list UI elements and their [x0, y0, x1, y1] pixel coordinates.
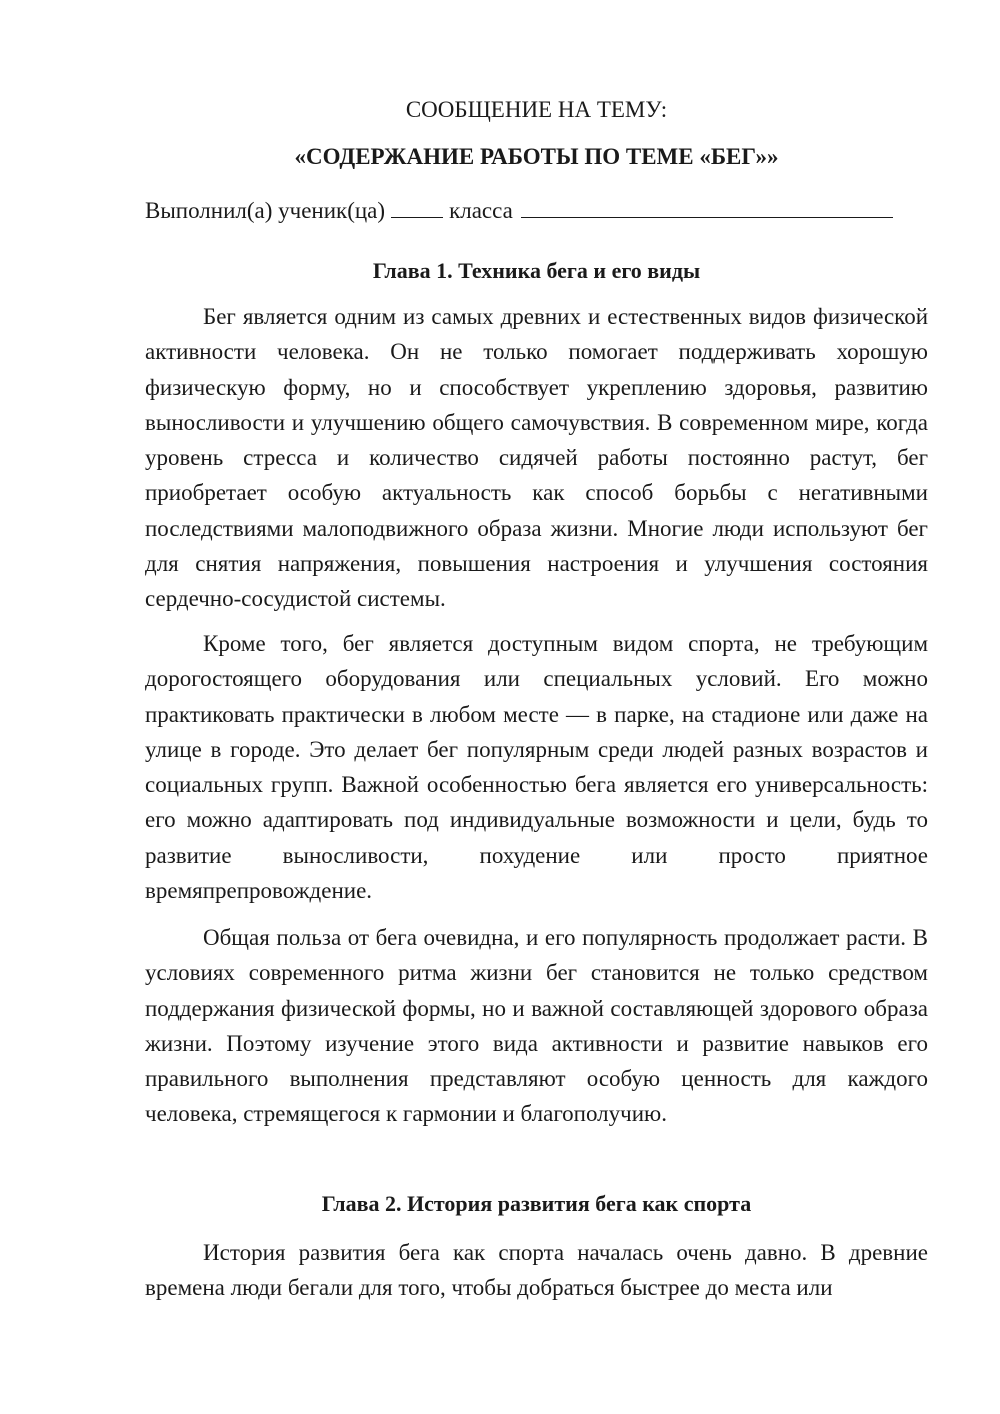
chapter-1-title: Глава 1. Техника бега и его виды: [372, 258, 701, 283]
class-label: класса: [449, 198, 513, 223]
chapter-1-paragraph-1: Бег является одним из самых древних и естественных видов физической активности человека. Он не только помогает поддерживать хорошую физическую форму, но и способствует укреплению здоровья, развитию выносливости и улучшению общего самочувствия. В современном мире, когда уровень стресса и количество сидячей работы постоянно растут, бег приобретает особую актуальность как способ борьбы с негативными последствиями малоподвижного образа жизни. Многие люди используют бег для снятия напряжения, повышения настроения и улучшения состояния сердечно-сосудистой системы.: [145, 304, 928, 612]
document-heading: СООБЩЕНИЕ НА ТЕМУ:: [405, 97, 668, 122]
completed-by-label: Выполнил(а) ученик(ца): [145, 198, 386, 223]
document-topic: «СОДЕРЖАНИЕ РАБОТЫ ПО ТЕМЕ «БЕГ»»: [294, 144, 779, 169]
chapter-2-title: Глава 2. История развития бега как спорта: [321, 1191, 752, 1216]
student-name-blank[interactable]: [521, 197, 893, 218]
signature-line: [145, 197, 928, 225]
class-number-blank[interactable]: [391, 197, 443, 218]
chapter-2-paragraph-1: История развития бега как спорта началась очень давно. В древние времена люди бегали для того, чтобы добраться быстрее до места или: [145, 1240, 928, 1301]
chapter-1-paragraph-2: Кроме того, бег является доступным видом спорта, не требующим дорогостоящего оборудования или специальных условий. Его можно практиковать практически в любом месте — в парке, на стадионе или даже на улице в городе. Это делает бег популярным среди людей разных возрастов и социальных групп. Важной особенностью бега является его универсальность: его можно адаптировать под индивидуальные возможности и цели, будь то развитие выносливости, похудение или просто приятное времяпрепровождение.: [145, 631, 928, 904]
chapter-1-paragraph-3: Общая польза от бега очевидна, и его популярность продолжает расти. В условиях современного ритма жизни бег становится не только средством поддержания физической формы, но и важной составляющей здорового образа жизни. Поэтому изучение этого вида активности и развитие навыков его правильного выполнения представляют особую ценность для каждого человека, стремящегося к гармонии и благополучию.: [145, 925, 928, 1127]
